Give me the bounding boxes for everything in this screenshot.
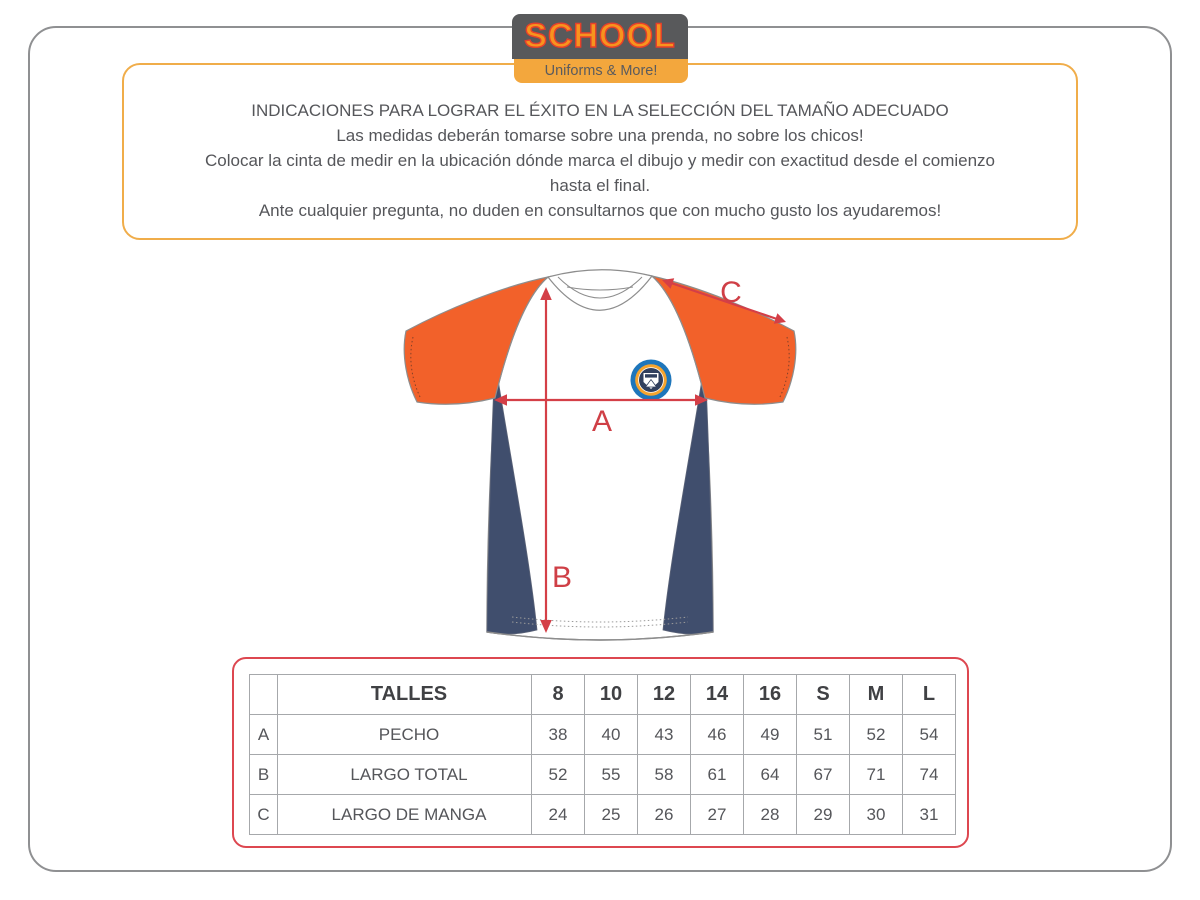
table-cell: 58	[638, 755, 691, 795]
table-cell: 28	[744, 795, 797, 835]
label-b: B	[551, 561, 573, 594]
table-cell: 54	[903, 715, 956, 755]
table-cell: 55	[585, 755, 638, 795]
logo	[512, 14, 688, 82]
size-header-cell: S	[797, 675, 850, 715]
table-cell: 67	[797, 755, 850, 795]
size-header-cell: M	[850, 675, 903, 715]
row-letter: A	[250, 715, 278, 755]
size-table	[249, 674, 956, 835]
table-cell: 30	[850, 795, 903, 835]
row-label: LARGO DE MANGA	[278, 795, 532, 835]
row-letter: B	[250, 755, 278, 795]
table-cell: 46	[691, 715, 744, 755]
logo-title: SCHOOL	[524, 17, 676, 55]
instructions-line: Ante cualquier pregunta, no duden en consultarnos que con mucho gusto los ayudaremos!	[258, 201, 942, 220]
size-table-panel	[232, 657, 969, 848]
tshirt-diagram	[390, 255, 810, 655]
size-header-cell: 16	[744, 675, 797, 715]
label-c: C	[720, 276, 742, 309]
table-header-talles: TALLES	[278, 675, 532, 715]
logo-strip	[514, 59, 688, 83]
table-cell: 29	[797, 795, 850, 835]
size-header-cell: 10	[585, 675, 638, 715]
table-cell: 51	[797, 715, 850, 755]
size-header-cell: 14	[691, 675, 744, 715]
table-cell: 64	[744, 755, 797, 795]
school-crest-badge	[631, 360, 672, 401]
table-cell: 52	[850, 715, 903, 755]
row-letter: C	[250, 795, 278, 835]
table-cell: 52	[532, 755, 585, 795]
table-cell: 27	[691, 795, 744, 835]
logo-banner	[512, 14, 688, 59]
table-row-pecho	[250, 715, 956, 755]
table-cell: 40	[585, 715, 638, 755]
instructions-panel	[122, 63, 1078, 240]
size-header-cell: 12	[638, 675, 691, 715]
table-cell: 38	[532, 715, 585, 755]
size-header-cell: L	[903, 675, 956, 715]
tshirt-svg	[390, 255, 810, 655]
table-cell: 31	[903, 795, 956, 835]
instructions-line: Colocar la cinta de medir en la ubicación dónde marca el dibujo y medir con exactitud desde el comienzo	[205, 151, 995, 170]
row-label: PECHO	[278, 715, 532, 755]
table-corner-cell	[250, 675, 278, 715]
instructions-title: INDICACIONES PARA LOGRAR EL ÉXITO EN LA SELECCIÓN DEL TAMAÑO ADECUADO	[251, 101, 949, 120]
table-row-largo-total	[250, 755, 956, 795]
table-cell: 26	[638, 795, 691, 835]
table-header-row	[250, 675, 956, 715]
table-cell: 25	[585, 795, 638, 835]
logo-subtitle: Uniforms & More!	[544, 63, 658, 79]
table-row-largo-de-manga	[250, 795, 956, 835]
table-cell: 43	[638, 715, 691, 755]
table-cell: 71	[850, 755, 903, 795]
table-cell: 61	[691, 755, 744, 795]
size-header-cell: 8	[532, 675, 585, 715]
label-a: A	[591, 405, 613, 438]
row-label: LARGO TOTAL	[278, 755, 532, 795]
instructions-line: Las medidas deberán tomarse sobre una prenda, no sobre los chicos!	[336, 126, 864, 145]
table-cell: 24	[532, 795, 585, 835]
table-cell: 49	[744, 715, 797, 755]
table-cell: 74	[903, 755, 956, 795]
instructions-line: hasta el final.	[549, 176, 651, 195]
